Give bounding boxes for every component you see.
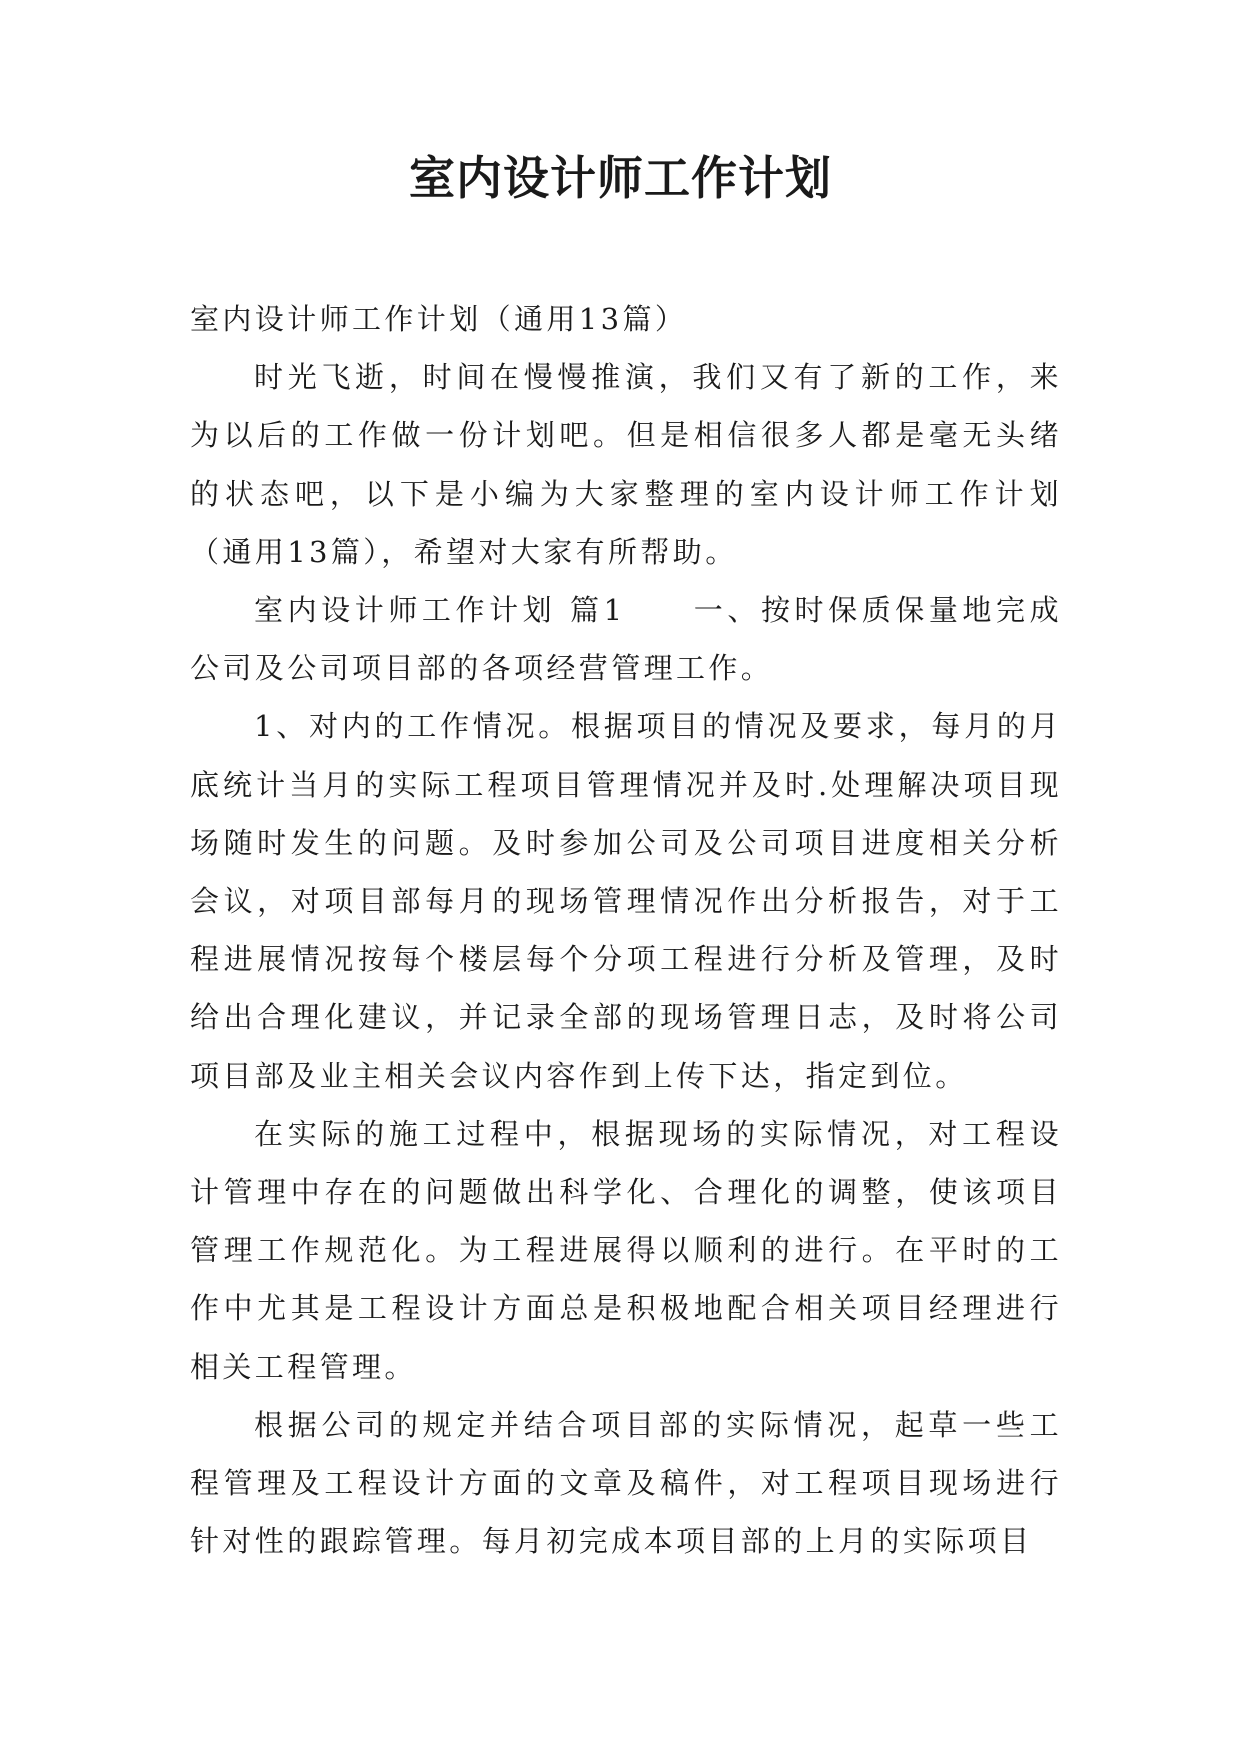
document-body xyxy=(190,290,1062,1570)
intro-paragraph: 时光飞逝，时间在慢慢推演，我们又有了新的工作，来为以后的工作做一份计划吧。但是相信很多人都是毫无头绪的状态吧，以下是小编为大家整理的室内设计师工作计划（通用13篇），希望对大家有所帮助。 xyxy=(190,360,1062,569)
body-paragraph: 根据公司的规定并结合项目部的实际情况，起草一些工程管理及工程设计方面的文章及稿件，对工程项目现场进行针对性的跟踪管理。每月初完成本项目部的上月的实际项目 xyxy=(190,1407,1062,1559)
section-heading-paragraph: 室内设计师工作计划 篇1 一、按时保质保量地完成公司及公司项目部的各项经营管理工作。 xyxy=(190,593,1062,686)
body-paragraph: 1、对内的工作情况。根据项目的情况及要求，每月的月底统计当月的实际工程项目管理情况并及时.处理解决项目现场随时发生的问题。及时参加公司及公司项目进度相关分析会议，对项目部每月的现场管理情况作出分析报告，对于工程进展情况按每个楼层每个分项工程进行分析及管理，及时给出合理化建议，并记录全部的现场管理日志，及时将公司项目部及业主相关会议内容作到上传下达，指定到位。 xyxy=(190,709,1062,1093)
subtitle-paragraph: 室内设计师工作计划（通用13篇） xyxy=(190,302,688,336)
document-title: 室内设计师工作计划 xyxy=(409,151,832,205)
body-paragraph: 在实际的施工过程中，根据现场的实际情况，对工程设计管理中存在的问题做出科学化、合理化的调整，使该项目管理工作规范化。为工程进展得以顺利的进行。在平时的工作中尤其是工程设计方面总是积极地配合相关项目经理进行相关工程管理。 xyxy=(190,1116,1062,1384)
